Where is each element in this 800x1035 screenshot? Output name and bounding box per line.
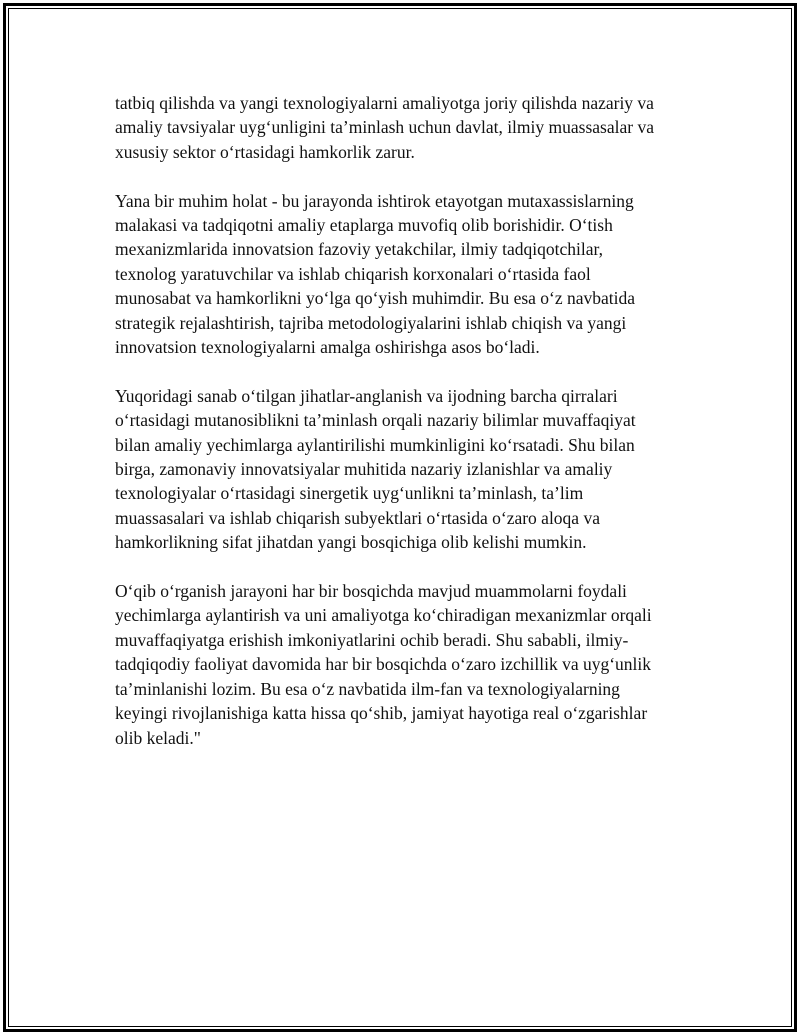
document-body	[115, 91, 695, 774]
paragraph-2: Yana bir muhim holat - bu jarayonda ishtirok etayotgan mutaxassislarning malakasi va tadqiqotni amaliy etaplarga muvofiq olib borishidir. O‘tish mexanizmlarida innovatsion fazoviy yetakchilar, ilmiy tadqiqotchilar, texnolog yaratuvchilar va ishlab chiqarish korxonalari o‘rtasida faol munosabat va hamkorlikni yo‘lga qo‘yish muhimdir. Bu esa o‘z navbatida strategik rejalashtirish, tajriba metodologiyalarini ishlab chiqish va yangi innovatsion texnologiyalarni amalga oshirishga asos bo‘ladi.	[115, 190, 636, 358]
paragraph-4: O‘qib o‘rganish jarayoni har bir bosqichda mavjud muammolarni foydali yechimlarga aylantirish va uni amaliyotga ko‘chiradigan mexanizmlar orqali muvaffaqiyatga erishish imkoniyatlarini ochib beradi. Shu sababli, ilmiy- tadqiqodiy faoliyat davomida har bir bosqichda o‘zaro izchillik va uyg‘unlik ta’minlanishi lozim. Bu esa o‘z navbatida ilm-fan va texnologiyalarning keyingi rivojlanishiga katta hissa qo‘shib, jamiyat hayotiga real o‘zgarishlar olib keladi."	[115, 581, 652, 748]
paragraph-3: Yuqoridagi sanab o‘tilgan jihatlar-anglanish va ijodning barcha qirralari o‘rtasidagi mutanosiblikni ta’minlash orqali nazariy bilimlar muvaffaqiyat bilan amaliy yechimlarga aylantirilishi mumkinligini ko‘rsatadi. Shu bilan birga, zamonaviy innovatsiyalar muhitida nazariy izlanishlar va amaliy texnologiyalar o‘rtasidagi sinergetik uyg‘unlikni ta’minlash, ta’lim muassasalari va ishlab chiqarish subyektlari o‘rtasida o‘zaro aloqa va hamkorlikning sifat jihatdan yangi bosqichiga olib kelishi mumkin.	[115, 385, 636, 553]
paragraph-1: tatbiq qilishda va yangi texnologiyalarni amaliyotga joriy qilishda nazariy va amaliy tavsiyalar uyg‘unligini ta’minlash uchun davlat, ilmiy muassasalar va xususiy sektor o‘rtasidagi hamkorlik zarur.	[115, 93, 654, 162]
